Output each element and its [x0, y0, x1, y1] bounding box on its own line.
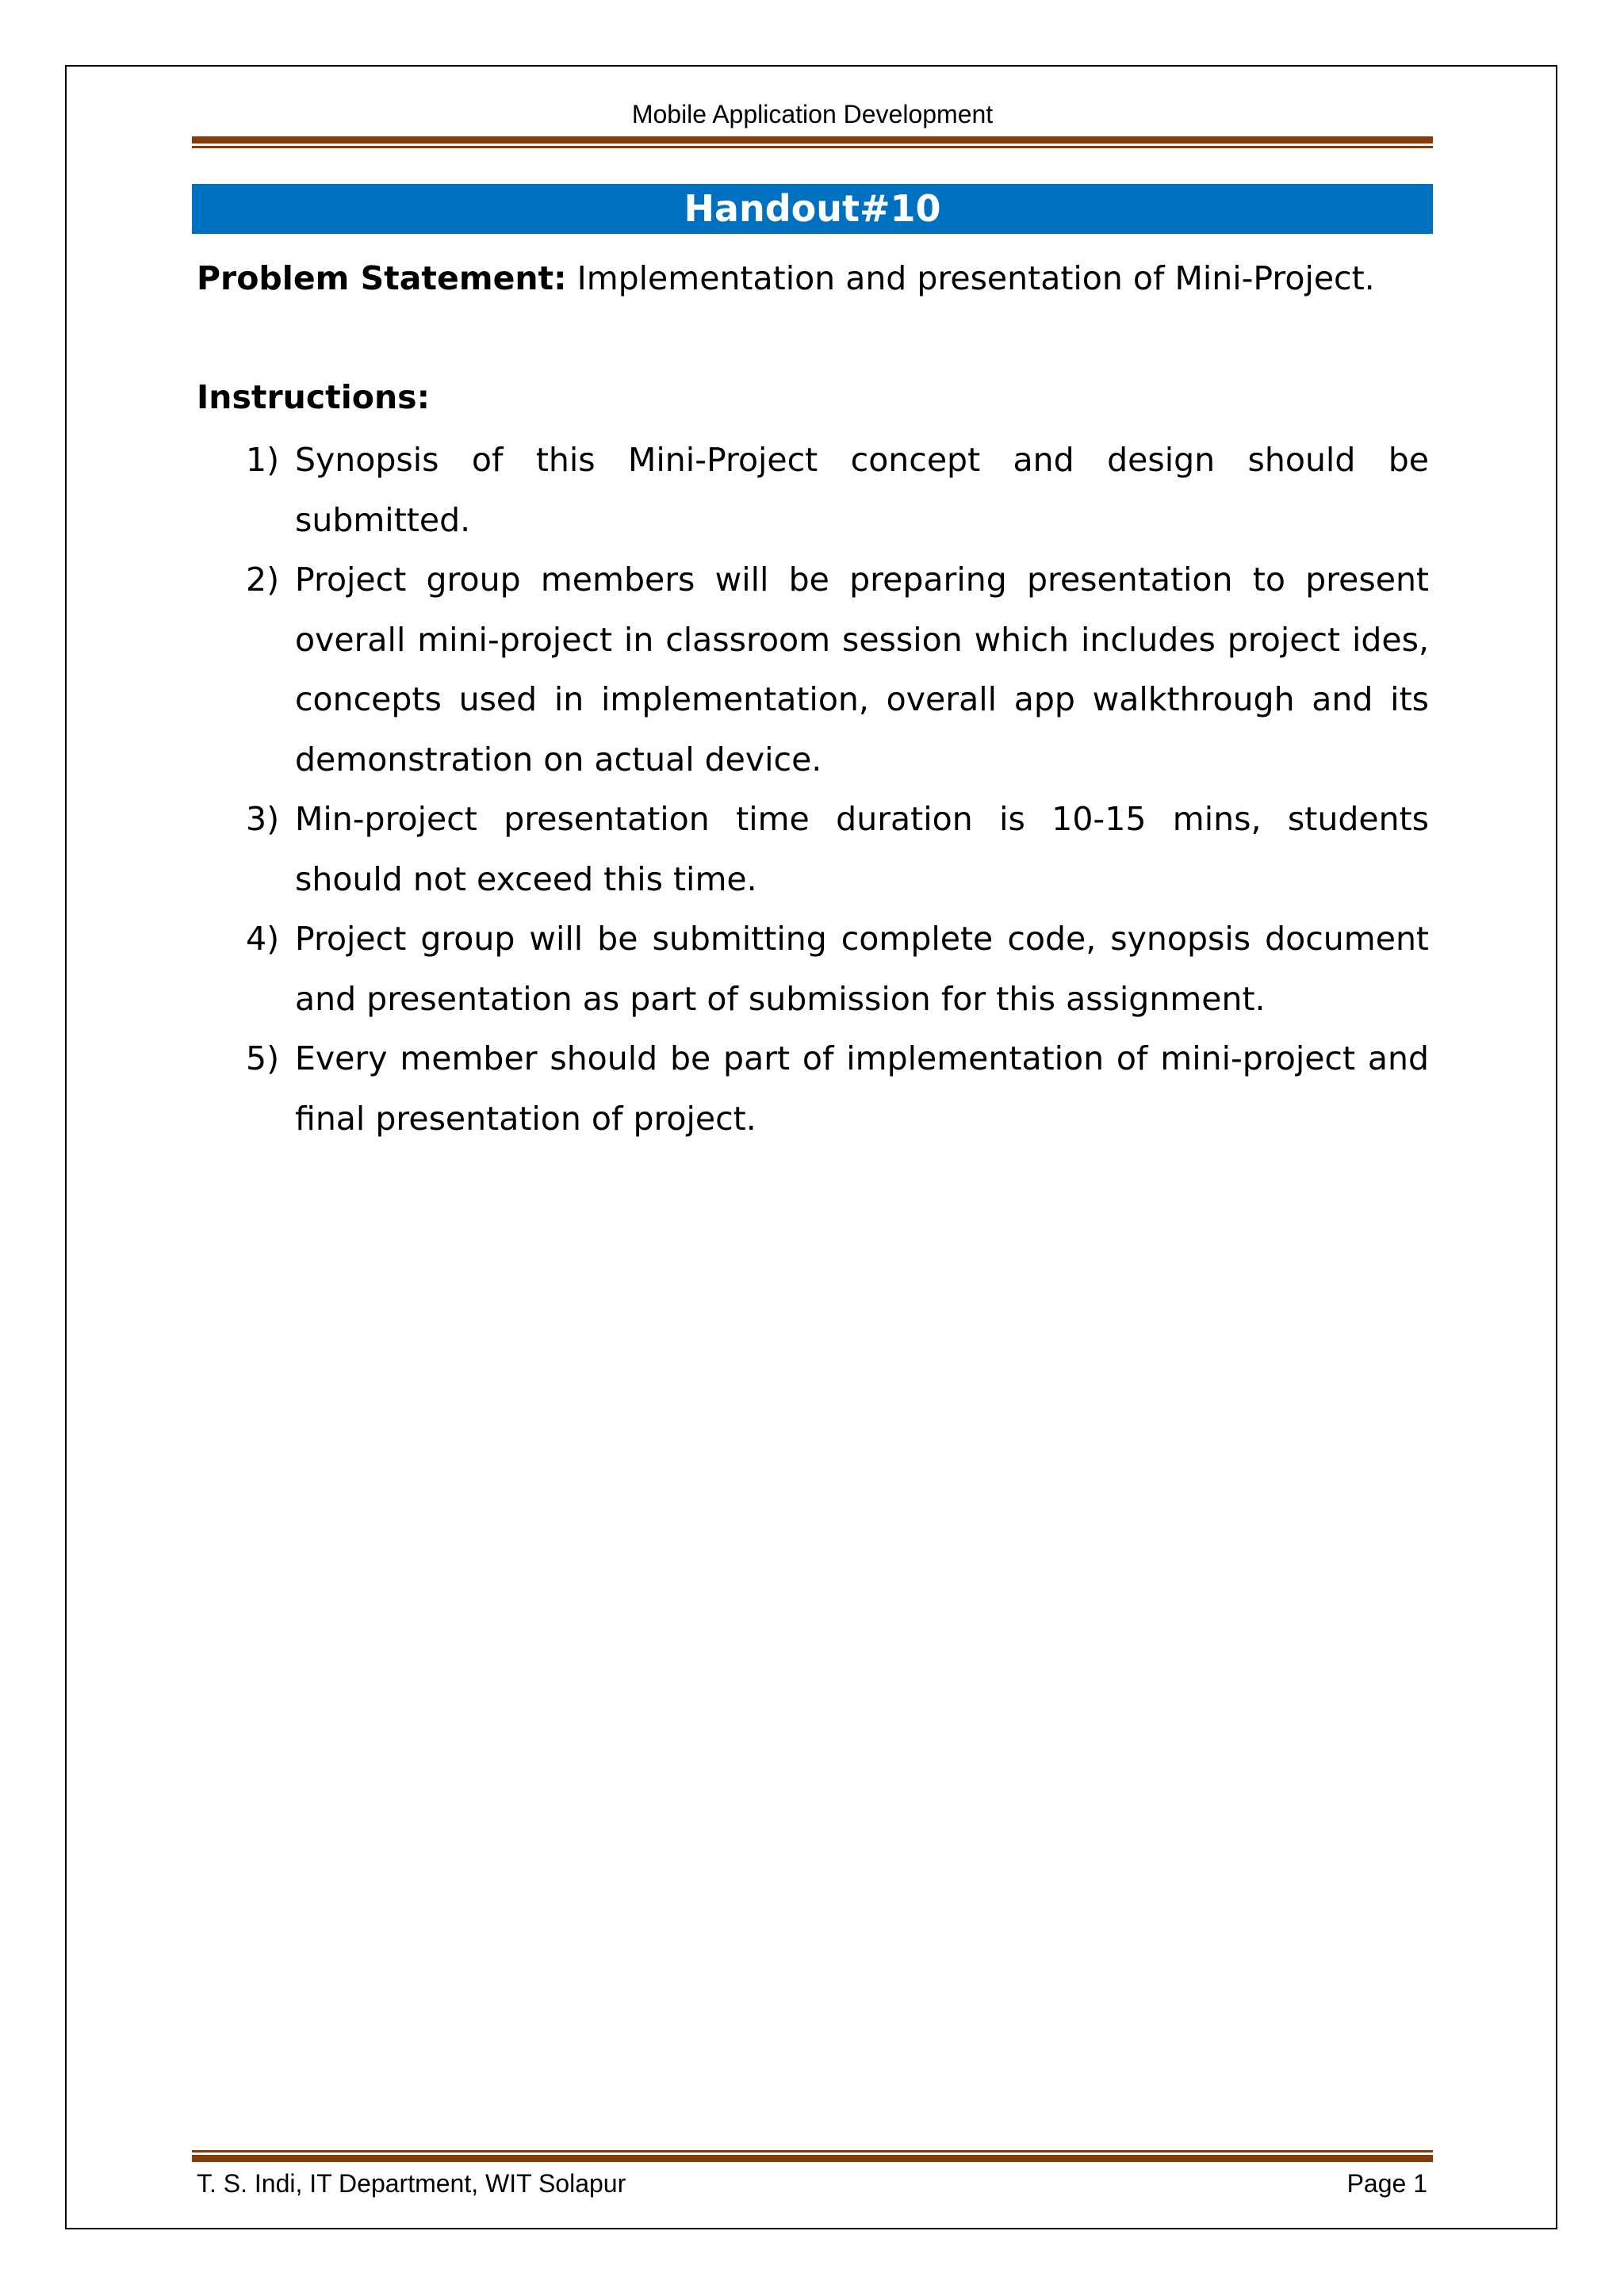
instruction-item: [197, 430, 1429, 550]
instruction-number: 3): [246, 800, 280, 838]
instruction-text: Synopsis of this Mini-Project concept and design should be submitted.: [295, 441, 1429, 539]
header-rule: [192, 136, 1433, 148]
instruction-number: 2): [246, 561, 280, 599]
instruction-text: Project group will be submitting complete code, synopsis document and presentation as part of submission for this assignment.: [295, 920, 1429, 1018]
instructions-list: [197, 430, 1429, 1149]
header-rule-thin: [192, 146, 1433, 148]
handout-title-banner: Handout#10: [192, 184, 1433, 234]
header-rule-thick: [192, 136, 1433, 144]
instruction-text: Project group members will be preparing presentation to present overall mini-project in classroom session which includes project ides, concepts used in implementation, overall app walkthrough and its demonstration on actual device.: [295, 561, 1429, 779]
problem-statement-text: Implementation and presentation of Mini-Project.: [576, 259, 1375, 297]
instruction-text: Min-project presentation time duration is 10-15 mins, students should not exceed this time.: [295, 800, 1429, 898]
running-header: Mobile Application Development: [631, 100, 994, 128]
footer-rule-thick: [192, 2155, 1433, 2162]
footer-rule: [192, 2150, 1433, 2162]
instruction-text: Every member should be part of implementation of mini-project and final presentation of project.: [295, 1039, 1429, 1138]
instructions-heading: Instructions:: [197, 378, 430, 416]
problem-statement: [197, 254, 1434, 303]
instruction-item: [197, 909, 1429, 1029]
footer-author: T. S. Indi, IT Department, WIT Solapur: [197, 2169, 626, 2198]
footer-rule-thin: [192, 2150, 1433, 2152]
instruction-item: [197, 790, 1429, 909]
instruction-item: [197, 1029, 1429, 1149]
instruction-number: 4): [246, 920, 280, 958]
page-number: Page 1: [1346, 2169, 1427, 2198]
instruction-item: [197, 550, 1429, 790]
problem-statement-label: Problem Statement:: [197, 259, 567, 297]
instruction-number: 1): [246, 441, 280, 479]
instruction-number: 5): [246, 1039, 280, 1077]
